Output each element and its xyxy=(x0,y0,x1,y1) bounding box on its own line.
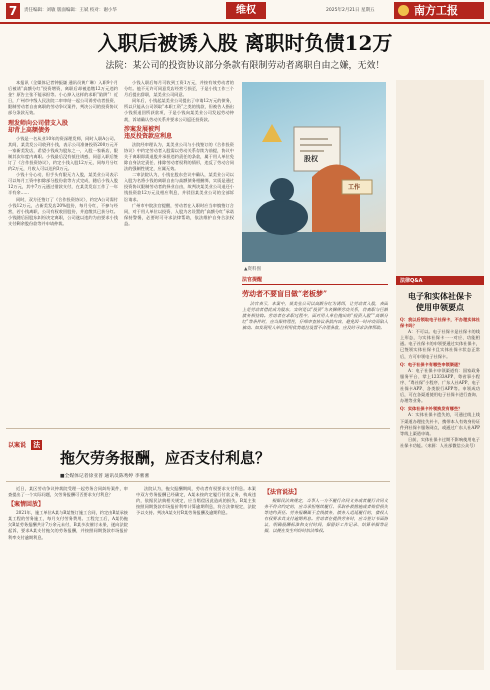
article1-photo xyxy=(242,82,386,262)
case-study-label xyxy=(8,432,42,451)
article1-title: 入职后被诱入股 离职时负债12万 xyxy=(97,31,393,55)
judge-reminder-heading: 劳动者不要盲目做“老板梦” xyxy=(242,289,328,298)
article2-rule xyxy=(6,481,390,482)
paragraph: 同年后，小钱起某美业公司提出了申请12万元的债务，所以只能从公司领取“本职工资”之类的钱款，但被告人指出小钱须退回所获款项，于是小钱向某美业公司发起劳动仲裁，诉请确认劳动关系并要求公司返还投资款。 xyxy=(124,98,234,122)
article1-subheading-2: 涉案发展被判 违反投资款应利息 xyxy=(124,125,173,140)
article2-byline: ■全媒体记者徐亚普 通讯员陈秀婷 李薯薯 xyxy=(60,474,150,479)
article1-subheading-1: 理发师向公司借支入股 却背上高额债务 xyxy=(8,119,69,134)
judge-reminder-label: 法官提醒 xyxy=(242,276,388,285)
article1-lead: 本报讯（全媒体记者钟振谦 通讯员黄广琳）入职9个月后被诱“高额分红”投资增资，离职后却被追缴12万元违约金？原告主张不能承担等。小心掉入这样的求职“陷阱”！近日，广州市中级人民法院二审审结一起公司诱劳动者投资、限制劳动者自由离职的劳动争议案件，判决公司的投资协议部分条款无效。 xyxy=(8,80,118,116)
paragraph: 法院经审理认为，某美业公司与小钱签订的《合作投资协议》中约定劳动者入股需以劳动关系存续为前提，协议中关于离职即需退股并承担违约责任的条款，属于用人单位免除自身法定责任、排除劳动者权利的情形，违反了劳动合同法的强制性规定，应属无效。 xyxy=(124,141,234,172)
paragraph: 二审法院认为，小钱在股东会议中确认，某美业公司以入股为名将小钱的离职自由与高额债务相捆绑，实质是通过投资协议限制劳动者的择业自由，故判决某美业公司退还小钱投资款12万元及相应利息，并驳回某美业公司的全部诉讼请求。 xyxy=(124,172,234,202)
article1-column-1 xyxy=(8,80,118,440)
case-study-label-char: 法 xyxy=(33,441,41,449)
qa-question: Q：电子社保卡有哪些申领渠道？ xyxy=(400,361,463,367)
qa-question: Q：我以后领取电子社保卡，不办理实体社保卡吗？ xyxy=(400,317,480,329)
brand-name: 南方工报 xyxy=(414,4,458,17)
photo-caption: ▲资料图 xyxy=(244,267,261,272)
paragraph: 法官表示，本案中，某美业公司以高额分红为诱饵，让劳动者入股，表面上是劳动者借此成为股东，实则是以“投资”为名捆绑劳动关系，将离职与巨额债务相挂钩。劳动者在求职过程中，面对用人单位抛出的“投资入股”“高额分红”等条件时，应当保持理性，仔细审查协议条款内容，避免因一时冲动而陷入被动。如发现用人单位利用优势地位设置不合理条款，应及时寻求法律帮助。 xyxy=(242,301,388,331)
photo-label-work: 工作 xyxy=(348,184,361,191)
issue-date: 2025年2月21日 星期五 xyxy=(326,8,375,13)
paragraph: 2021年，施工单位A某与B某签订施工合同，约定由B某承接某工程的劳务施工，每月支付劳务费用。工程完工后，A某仍拖欠B某劳务报酬共计7万余元未付，B某多次催讨未果，遂向法院起诉，要求A某支付拖欠的劳务报酬，并按照同期贷款市场报价利率支付逾期利息。 xyxy=(8,510,128,540)
paragraph: 广州市中院法官提醒，劳动者在入职时应当审慎签订合同，对于用人单位以投资、入股为名设置的“高额分红”承诺保持警惕，必要时可寻求法律帮助，依法维护自身合法权益。 xyxy=(124,202,234,226)
qa-answer: A：不可以。电子社保卡是社保卡的线上形态，与实体社保卡一一对应、功能相通。电子社保卡的申领要通过实体社保卡，已签领实体社保卡且实体社保卡状态正常后，方可申领电子社保卡。 xyxy=(400,329,480,359)
paragraph: 根据民法典规定，当事人一方不履行合同义务或者履行合同义务不符合约定的，应当承担继续履行、采取补救措施或者赔偿损失等违约责任。劳务报酬属于金钱债务，债务人迟延履行的，债权人有权要求其支付逾期利息。劳动者在提供劳务时，应当签订书面协议，明确报酬标准和支付时间，保留好工作记录、结算单据等证据，以便在发生纠纷时依法维权。 xyxy=(264,498,388,534)
case-review-heading: 【案情回放】 xyxy=(8,501,45,509)
article1-subtitle: 法院：某公司的投资协议部分条款有限制劳动者离职自由之嫌，无效！ xyxy=(105,61,385,71)
photo-illustration xyxy=(242,82,386,262)
brand-logo xyxy=(394,2,484,19)
section-divider xyxy=(6,428,390,429)
paragraph: 小钱是一名从业10年的资深理发师，同时入职A公司。其间，某美发公司收到小钱，表示公司准备投资200万元开一家新美发店，希望小钱成为股东之一，入股一家新店，限制其次年度内离职。小钱最后没有抵住诱惑，同意入职后签订了《合作投资协议》，约定小钱入股12万元，同每月分红约2万元，月收入可以达到3万元。 xyxy=(8,135,118,172)
qa-answer: A：实体社保卡遗失的，可通过线上线下渠道办理挂失补卡，携带本人有效身份证件到社保卡服务网点，或通过广东人社APP等线上渠道申请。 xyxy=(400,412,480,436)
photo-label-equity: 股权 xyxy=(304,154,318,163)
article2-column-2 xyxy=(136,486,256,682)
judge-comment-heading: 【法官说法】 xyxy=(264,489,301,496)
header-rule xyxy=(0,22,490,24)
paragraph: 小钱入职后每月可收到工资1万元，并按有效劳动者的分红。他不无许可同意发店经营亏损至，于是小钱工作三个月后提出辞职，某美业公司同意。 xyxy=(124,80,234,98)
qa-answer: A：电子社保卡申领渠道有：国家政务服务平台、掌上12333APP、粤省事小程序、“粤社保”小程序、广东人社APP、电子社保卡APP、各类银行APP等。申领成功后，可在各渠道使用电子社保卡进行查询、办理等业务。 xyxy=(400,367,480,404)
qa-question: Q：实体社保卡补领换发有哪些？ xyxy=(400,406,463,412)
qa-section xyxy=(396,80,484,670)
article1-column-2 xyxy=(124,80,234,440)
section-label: 维权 xyxy=(226,2,266,19)
page-number: 7 xyxy=(6,3,20,19)
page-header xyxy=(0,0,490,22)
qa-section-label: 法律Q&A xyxy=(396,276,484,285)
qa-note: 日前，实体社保卡过期不影响使用电子社保卡功能。（来源：人社部微信公众号） xyxy=(400,436,480,448)
paragraph: 近日，某区劳动争议仲裁院受理一起劳务合同纠纷案件，审查提出了一个实际问题，欠劳务报酬可否要求支付利息？ xyxy=(8,486,128,498)
judge-reminder-body xyxy=(242,301,388,419)
judge-reminder-box xyxy=(242,276,388,416)
article2-column-3 xyxy=(264,486,388,682)
paragraph: 法院认为，拖欠报酬期间，劳动者有权要求支付利息。本案中双方劳务报酬已经确定，A某未按约定履行付款义务，构成违约，依据民法典相关规定，应当赔偿因此造成的损失。B某主张按照同期贷款市场报价利率计算逾期利息，符合法律规定，法院予以支持。判决A某支付B某劳务报酬及逾期利息。 xyxy=(136,486,256,516)
paragraph: 小钱十分心动，但手头有限无力入股，某美业公司表示可以每月工资中扣除部分股份款等方式完成，随后小钱入股12万元，其中7万元通过借款支付，在某美发店工作了一年半有余…… xyxy=(8,172,118,196)
editors-line: 责任编辑：刘敏 版面编辑：王斌 校对：谢小华 xyxy=(24,8,117,13)
brand-emblem-icon xyxy=(398,5,409,16)
article2-title: 拖欠劳务报酬，应否支付利息？ xyxy=(60,449,271,467)
paragraph: 同时，双方还签订了《合作投资协议》，约定A公司需付小钱12万元，占新美发店20%股份，每月分红，不参与经营，若小钱离职，公司有权收回股份，并追缴其已获分红。小钱随后因股东纠纷决定离职，公司遂以违约为由要求小钱支付剩余股份款等并申请仲裁。 xyxy=(8,196,118,226)
article2-column-1 xyxy=(8,486,128,682)
qa-title: 电子和实体社保卡 使用申领要点 xyxy=(408,291,472,312)
qa-list xyxy=(396,317,484,567)
case-study-label-text: 以案说 xyxy=(8,442,27,449)
